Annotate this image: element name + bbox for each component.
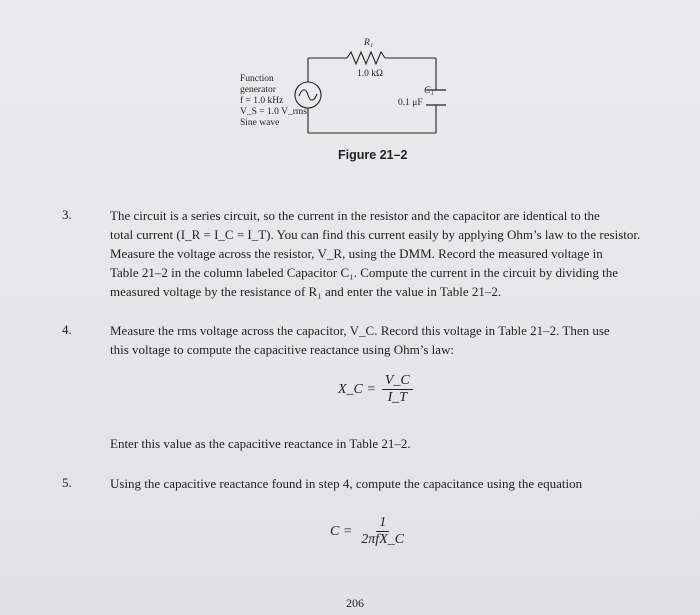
step-3-text: The circuit is a series circuit, so the current in the resistor and the capacitor are identical to the total current (I_R = I_C = I_T). You can find this current easily by applying Ohm’s law to the resistor. Measure the voltage across the resistor, V_R, using the DMM. Record the measured voltage in Table 21–2 in the column labeled Capacitor C₁. Compute the current in the circuit by dividing the measured voltage by the resistance of R₁ and enter the value in Table 21–2. [110, 208, 641, 299]
page-number: 206 [346, 596, 364, 610]
circuit-figure [0, 0, 700, 170]
enter-value-text: Enter this value as the capacitive reactance in Table 21–2. [110, 436, 411, 451]
step-4-text: Measure the rms voltage across the capacitor, V_C. Record this voltage in Table 21–2. Then use this voltage to compute the capacitive reactance using Ohm’s law: [110, 323, 610, 357]
resistor-value: 1.0 kΩ [357, 69, 384, 79]
step-number: 3. [62, 207, 72, 222]
equation-denominator: 2πfX_C [361, 532, 405, 547]
function-generator-label: Function generator f = 1.0 kHz V_S = 1.0 V_rms Sine wave [240, 74, 307, 128]
step-number: 5. [62, 475, 72, 490]
equation-denominator: I_T [387, 390, 408, 405]
resistor-label: R₁ [364, 38, 374, 48]
capacitor-value: 0.1 μF [398, 98, 423, 108]
capacitor-label: C₁ [424, 86, 434, 96]
resistor-symbol [347, 52, 385, 64]
circuit-diagram [0, 0, 700, 170]
equation-numerator: 1 [376, 515, 389, 532]
step-5-text: Using the capacitive reactance found in step 4, compute the capacitance using the equation [110, 476, 583, 491]
equation-lhs: X_C = [338, 381, 376, 397]
figure-caption: Figure 21–2 [338, 148, 408, 162]
reactance-equation [338, 373, 413, 406]
capacitance-equation [330, 515, 407, 548]
step-number: 4. [62, 322, 72, 337]
equation-lhs: C = [330, 523, 353, 539]
equation-numerator: V_C [382, 373, 413, 390]
